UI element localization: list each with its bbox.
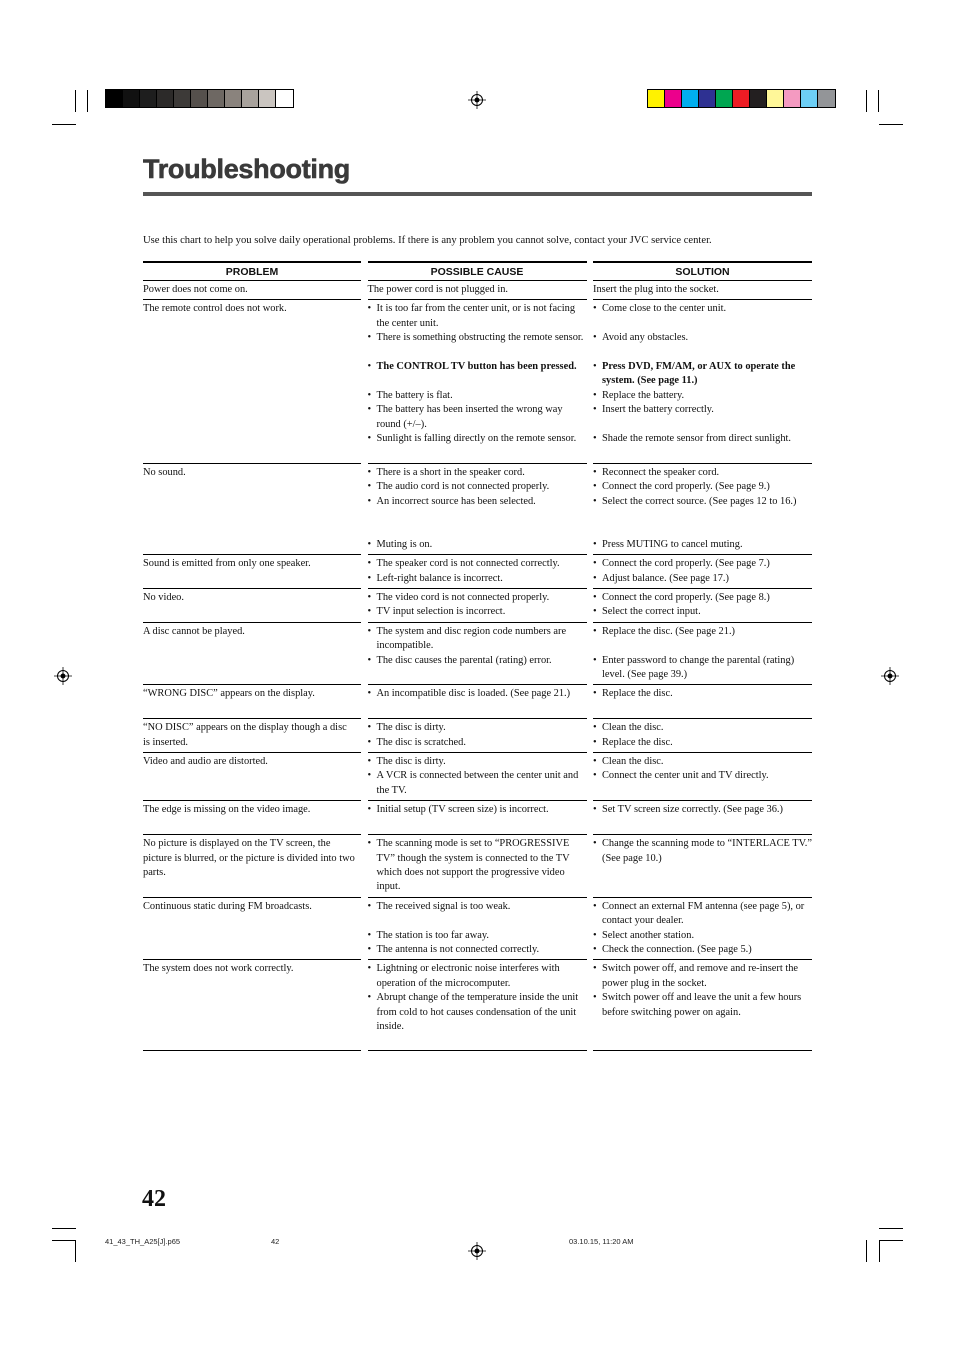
bullet-icon: • xyxy=(593,929,597,941)
cause-item xyxy=(368,625,587,654)
cause-item xyxy=(368,432,587,461)
cause-item xyxy=(368,803,587,832)
intro-text: Use this chart to help you solve daily operational problems. If there is any problem you cannot solve, contact your JVC service center. xyxy=(143,235,712,246)
cause-cell xyxy=(368,835,587,898)
cause-cell xyxy=(368,555,587,589)
solution-text: Switch power off and leave the unit a few hours before switching power on again. xyxy=(602,992,802,1018)
problem-text: “WRONG DISC” appears on the display. xyxy=(143,688,315,700)
cause-text: Lightning or electronic noise interferes with operation of the microcomputer. xyxy=(376,963,560,989)
solution-cell xyxy=(593,801,812,835)
cause-cell xyxy=(368,753,587,801)
cause-item xyxy=(368,591,587,605)
problem-cell xyxy=(143,753,361,801)
bullet-icon: • xyxy=(593,943,597,955)
bullet-icon: • xyxy=(367,900,372,912)
cause-text: The station is too far away. xyxy=(376,929,489,941)
bullet-icon: • xyxy=(593,495,597,507)
footer-page: 42 xyxy=(271,1237,280,1246)
solution-item xyxy=(593,755,812,769)
solution-item xyxy=(593,557,812,571)
solution-cell xyxy=(593,685,812,719)
cause-text: The power cord is not plugged in. xyxy=(367,284,509,295)
solution-item xyxy=(593,962,812,991)
crop-mark xyxy=(879,1228,903,1229)
color-swatch xyxy=(733,90,750,107)
cause-text: There is a short in the speaker cord. xyxy=(376,466,525,478)
cause-cell xyxy=(368,719,587,753)
cause-text: The audio cord is not connected properly. xyxy=(376,481,550,493)
table-row xyxy=(143,281,812,300)
bullet-icon: • xyxy=(367,558,372,570)
solution-item xyxy=(593,331,812,360)
solution-text: Reconnect the speaker cord. xyxy=(602,466,720,478)
table-row xyxy=(143,835,812,898)
header-solution: SOLUTION xyxy=(593,261,812,281)
cause-text: Left-right balance is incorrect. xyxy=(376,572,503,584)
bullet-icon: • xyxy=(367,466,372,478)
color-swatch xyxy=(123,90,140,107)
bullet-icon: • xyxy=(593,433,597,445)
cause-text: It is too far from the center unit, or is not facing the center unit. xyxy=(376,303,576,329)
cause-item xyxy=(368,721,587,735)
cause-item xyxy=(368,605,587,619)
problem-text: Power does not come on. xyxy=(143,284,248,295)
bullet-icon: • xyxy=(593,404,597,416)
cause-item xyxy=(368,837,587,895)
solution-text: Shade the remote sensor from direct sunlight. xyxy=(602,433,792,445)
cause-text: Abrupt change of the temperature inside the unit from cold to hot causes condensation of the unit inside. xyxy=(376,992,579,1032)
color-swatch xyxy=(750,90,767,107)
problem-cell xyxy=(143,898,361,961)
solution-text: Select the correct source. (See pages 12 to 16.) xyxy=(602,495,797,507)
bullet-icon: • xyxy=(367,592,372,604)
color-swatch xyxy=(665,90,682,107)
cause-text: The disc causes the parental (rating) error. xyxy=(376,654,552,666)
solution-item xyxy=(593,654,812,683)
cause-cell xyxy=(368,300,587,463)
color-swatch xyxy=(716,90,733,107)
color-swatch xyxy=(276,90,293,107)
solution-text: Connect the center unit and TV directly. xyxy=(602,770,769,782)
problem-cell xyxy=(143,281,361,300)
color-swatch xyxy=(818,90,835,107)
cause-text: An incorrect source has been selected. xyxy=(376,495,536,507)
bullet-icon: • xyxy=(593,361,597,372)
solution-text: Clean the disc. xyxy=(602,722,664,734)
cause-text: The antenna is not connected correctly. xyxy=(376,943,540,955)
bullet-icon: • xyxy=(593,558,597,570)
bullet-icon: • xyxy=(367,963,372,975)
cause-text: The scanning mode is set to “PROGRESSIVE TV” though the system is connected to the TV which does not support the progressive video input. xyxy=(376,838,570,893)
gray-calibration-bar xyxy=(105,89,294,108)
solution-item xyxy=(593,605,812,619)
footer-date: 03.10.15, 11:20 AM xyxy=(569,1237,634,1246)
bullet-icon: • xyxy=(593,722,597,734)
table-row xyxy=(143,589,812,623)
solution-text: Check the connection. (See page 5.) xyxy=(602,943,752,955)
solution-item xyxy=(593,721,812,735)
registration-mark-icon xyxy=(468,91,486,109)
bullet-icon: • xyxy=(367,804,372,816)
solution-text: Set TV screen size correctly. (See page 36.) xyxy=(602,804,783,816)
problem-cell xyxy=(143,685,361,719)
cause-item xyxy=(368,538,587,552)
bullet-icon: • xyxy=(367,688,372,700)
color-swatch xyxy=(157,90,174,107)
crop-mark xyxy=(878,90,879,112)
crop-mark xyxy=(879,1240,880,1262)
problem-cell xyxy=(143,623,361,686)
solution-cell xyxy=(593,281,812,300)
bullet-icon: • xyxy=(367,332,372,344)
bullet-icon: • xyxy=(593,625,597,637)
problem-text: Video and audio are distorted. xyxy=(143,756,268,768)
problem-text: No video. xyxy=(143,592,184,604)
cause-item xyxy=(368,755,587,769)
registration-mark-icon xyxy=(468,1242,486,1260)
cause-item xyxy=(368,403,587,432)
cause-item xyxy=(368,331,587,360)
color-swatch xyxy=(648,90,665,107)
bullet-icon: • xyxy=(593,770,597,782)
solution-text: Clean the disc. xyxy=(602,756,664,768)
cause-text: Sunlight is falling directly on the remote sensor. xyxy=(376,433,577,445)
solution-item xyxy=(593,687,812,716)
solution-text: Select another station. xyxy=(602,929,695,941)
bullet-icon: • xyxy=(367,722,372,734)
cause-text: Muting is on. xyxy=(376,538,433,550)
solution-text: Avoid any obstacles. xyxy=(602,332,689,344)
bullet-icon: • xyxy=(367,361,372,373)
cause-text: An incompatible disc is loaded. (See page 21.) xyxy=(376,688,571,700)
cause-text: The battery has been inserted the wrong way round (+/–). xyxy=(376,404,563,430)
solution-item xyxy=(593,432,812,461)
crop-mark xyxy=(75,90,76,112)
bullet-icon: • xyxy=(367,992,372,1004)
bullet-icon: • xyxy=(367,538,372,550)
problem-cell xyxy=(143,960,361,1051)
bullet-icon: • xyxy=(593,592,597,604)
bullet-icon: • xyxy=(367,433,372,445)
bullet-icon: • xyxy=(593,688,597,700)
color-swatch xyxy=(784,90,801,107)
cause-item xyxy=(368,900,587,929)
problem-text: Continuous static during FM broadcasts. xyxy=(143,900,312,912)
solution-item xyxy=(593,538,812,552)
solution-item xyxy=(593,495,812,538)
cause-text: The CONTROL TV button has been pressed. xyxy=(376,361,577,373)
cause-cell xyxy=(368,685,587,719)
problem-text: A disc cannot be played. xyxy=(143,625,245,637)
solution-text: Replace the disc. xyxy=(602,688,673,700)
crop-mark xyxy=(75,1240,76,1262)
bullet-icon: • xyxy=(367,481,372,493)
table-row xyxy=(143,753,812,801)
cause-text: TV input selection is incorrect. xyxy=(376,606,506,618)
cause-item xyxy=(368,480,587,494)
cause-item xyxy=(368,389,587,403)
bullet-icon: • xyxy=(367,572,372,584)
problem-cell xyxy=(143,589,361,623)
solution-text: Come close to the center unit. xyxy=(602,303,727,315)
cause-cell xyxy=(368,898,587,961)
bullet-icon: • xyxy=(367,770,372,782)
problem-cell xyxy=(143,464,361,555)
solution-item xyxy=(593,360,812,389)
problem-cell xyxy=(143,719,361,753)
cause-item xyxy=(368,962,587,991)
bullet-icon: • xyxy=(367,756,372,768)
color-swatch xyxy=(140,90,157,107)
page-title: Troubleshooting xyxy=(143,154,350,184)
problem-cell xyxy=(143,555,361,589)
bullet-icon: • xyxy=(593,332,597,344)
table-row xyxy=(143,464,812,555)
solution-item xyxy=(593,900,812,929)
solution-item xyxy=(593,991,812,1034)
cause-cell xyxy=(368,960,587,1051)
solution-item xyxy=(593,283,812,297)
color-swatch xyxy=(699,90,716,107)
solution-item xyxy=(593,769,812,798)
solution-cell xyxy=(593,300,812,463)
registration-mark-icon xyxy=(881,667,899,685)
cause-item xyxy=(368,991,587,1034)
problem-text: The system does not work correctly. xyxy=(143,963,294,975)
registration-mark-icon xyxy=(54,667,72,685)
header-cause: POSSIBLE CAUSE xyxy=(368,261,587,281)
cause-text: A VCR is connected between the center unit and the TV. xyxy=(376,770,579,796)
table-row xyxy=(143,719,812,753)
solution-text: Press MUTING to cancel muting. xyxy=(602,538,743,550)
cause-item xyxy=(368,557,587,571)
solution-item xyxy=(593,389,812,403)
color-swatch xyxy=(242,90,259,107)
cause-text: The video cord is not connected properly. xyxy=(376,592,550,604)
color-swatch xyxy=(682,90,699,107)
color-swatch xyxy=(174,90,191,107)
solution-cell xyxy=(593,898,812,961)
solution-item xyxy=(593,736,812,750)
bullet-icon: • xyxy=(367,736,372,748)
table-row xyxy=(143,623,812,686)
cause-cell xyxy=(368,589,587,623)
cause-item xyxy=(368,929,587,943)
solution-cell xyxy=(593,719,812,753)
bullet-icon: • xyxy=(367,943,372,955)
cause-item xyxy=(368,769,587,798)
bullet-icon: • xyxy=(593,606,597,618)
bullet-icon: • xyxy=(367,404,372,416)
table-row xyxy=(143,898,812,961)
cause-item xyxy=(368,360,587,389)
page-number: 42 xyxy=(142,1186,166,1212)
problem-text: The remote control does not work. xyxy=(143,303,287,315)
solution-text: Enter password to change the parental (rating) level. (See page 39.) xyxy=(602,654,795,681)
crop-mark xyxy=(87,90,88,112)
problem-cell xyxy=(143,801,361,835)
solution-text: Connect the cord properly. (See page 9.) xyxy=(602,481,770,493)
cause-item xyxy=(368,736,587,750)
bullet-icon: • xyxy=(367,929,372,941)
footer-file: 41_43_TH_A25[J].p65 xyxy=(105,1237,181,1246)
color-swatch xyxy=(767,90,784,107)
problem-cell xyxy=(143,835,361,898)
crop-mark xyxy=(879,124,903,125)
bullet-icon: • xyxy=(593,654,597,666)
table-row xyxy=(143,960,812,1051)
bullet-icon: • xyxy=(593,303,597,315)
solution-text: Press DVD, FM/AM, or AUX to operate the system. (See page 11.) xyxy=(602,361,796,387)
solution-cell xyxy=(593,960,812,1051)
solution-item xyxy=(593,302,812,331)
solution-cell xyxy=(593,623,812,686)
cause-text: The disc is dirty. xyxy=(376,722,446,734)
solution-text: Connect an external FM antenna (see page 5), or contact your dealer. xyxy=(602,900,805,927)
cause-item xyxy=(368,654,587,683)
solution-item xyxy=(593,929,812,943)
problem-cell xyxy=(143,300,361,463)
crop-mark xyxy=(52,124,76,125)
cause-text: The system and disc region code numbers are incompatible. xyxy=(376,625,567,652)
bullet-icon: • xyxy=(593,804,597,816)
table-body xyxy=(143,281,812,1051)
problem-text: The edge is missing on the video image. xyxy=(143,804,311,816)
solution-text: Insert the plug into the socket. xyxy=(593,284,719,295)
cause-cell xyxy=(368,464,587,555)
solution-text: Adjust balance. (See page 17.) xyxy=(602,572,729,584)
problem-text: “NO DISC” appears on the display though a disc is inserted. xyxy=(143,722,347,748)
color-calibration-bar xyxy=(647,89,836,108)
cause-text: The battery is flat. xyxy=(376,389,453,401)
color-swatch xyxy=(259,90,276,107)
solution-text: Replace the disc. xyxy=(602,736,673,748)
solution-item xyxy=(593,943,812,957)
bullet-icon: • xyxy=(367,625,372,637)
bullet-icon: • xyxy=(593,900,597,912)
cause-text: The speaker cord is not connected correctly. xyxy=(376,558,560,570)
bullet-icon: • xyxy=(367,654,372,666)
color-swatch xyxy=(106,90,123,107)
cause-item xyxy=(368,495,587,538)
solution-text: Connect the cord properly. (See page 8.) xyxy=(602,592,770,604)
solution-text: Insert the battery correctly. xyxy=(602,404,714,416)
bullet-icon: • xyxy=(593,992,597,1004)
crop-mark xyxy=(52,1240,76,1241)
table-header xyxy=(143,261,812,281)
problem-text: Sound is emitted from only one speaker. xyxy=(143,558,311,570)
cause-cell xyxy=(368,281,587,300)
cause-item xyxy=(368,572,587,586)
bullet-icon: • xyxy=(593,838,597,850)
color-swatch xyxy=(801,90,818,107)
solution-text: Replace the disc. (See page 21.) xyxy=(602,625,736,637)
troubleshooting-table xyxy=(143,261,812,1051)
cause-cell xyxy=(368,801,587,835)
cause-text: The disc is scratched. xyxy=(376,736,466,748)
cause-text: The disc is dirty. xyxy=(376,756,446,768)
table-row xyxy=(143,555,812,589)
solution-item xyxy=(593,466,812,480)
bullet-icon: • xyxy=(593,736,597,748)
solution-text: Change the scanning mode to “INTERLACE TV.” (See page 10.) xyxy=(602,838,812,864)
bullet-icon: • xyxy=(367,303,372,315)
cause-text: There is something obstructing the remote sensor. xyxy=(376,332,584,344)
solution-item xyxy=(593,625,812,654)
crop-mark xyxy=(52,1228,76,1229)
cause-text: Initial setup (TV screen size) is incorrect. xyxy=(376,804,549,816)
bullet-icon: • xyxy=(367,389,372,401)
crop-mark xyxy=(879,1240,903,1241)
bullet-icon: • xyxy=(367,495,372,507)
solution-item xyxy=(593,403,812,432)
bullet-icon: • xyxy=(593,466,597,478)
solution-item xyxy=(593,480,812,494)
solution-cell xyxy=(593,555,812,589)
bullet-icon: • xyxy=(593,572,597,584)
cause-text: The received signal is too weak. xyxy=(376,900,511,912)
solution-cell xyxy=(593,464,812,555)
bullet-icon: • xyxy=(367,606,372,618)
crop-mark xyxy=(866,90,867,112)
solution-text: Replace the battery. xyxy=(602,389,685,401)
bullet-icon: • xyxy=(593,389,597,401)
bullet-icon: • xyxy=(593,756,597,768)
header-problem: PROBLEM xyxy=(143,261,361,281)
bullet-icon: • xyxy=(367,838,372,850)
solution-text: Switch power off, and remove and re-insert the power plug in the socket. xyxy=(602,963,799,989)
table-row xyxy=(143,801,812,835)
color-swatch xyxy=(225,90,242,107)
bullet-icon: • xyxy=(593,481,597,493)
color-swatch xyxy=(208,90,225,107)
solution-cell xyxy=(593,835,812,898)
problem-text: No sound. xyxy=(143,466,186,478)
solution-text: Select the correct input. xyxy=(602,606,701,618)
bullet-icon: • xyxy=(593,963,597,975)
solution-item xyxy=(593,803,812,832)
color-swatch xyxy=(191,90,208,107)
cause-item xyxy=(368,302,587,331)
cause-item xyxy=(368,687,587,716)
solution-cell xyxy=(593,753,812,801)
solution-item xyxy=(593,837,812,895)
solution-item xyxy=(593,572,812,586)
cause-item xyxy=(368,466,587,480)
cause-item xyxy=(368,943,587,957)
solution-text: Connect the cord properly. (See page 7.) xyxy=(602,558,770,570)
cause-item xyxy=(368,283,587,297)
solution-cell xyxy=(593,589,812,623)
table-row xyxy=(143,685,812,719)
table-row xyxy=(143,300,812,463)
bullet-icon: • xyxy=(593,538,597,550)
problem-text: No picture is displayed on the TV screen, the picture is blurred, or the picture is divided into two parts. xyxy=(143,838,355,878)
crop-mark xyxy=(866,1240,867,1262)
cause-cell xyxy=(368,623,587,686)
title-rule xyxy=(143,192,812,196)
solution-item xyxy=(593,591,812,605)
